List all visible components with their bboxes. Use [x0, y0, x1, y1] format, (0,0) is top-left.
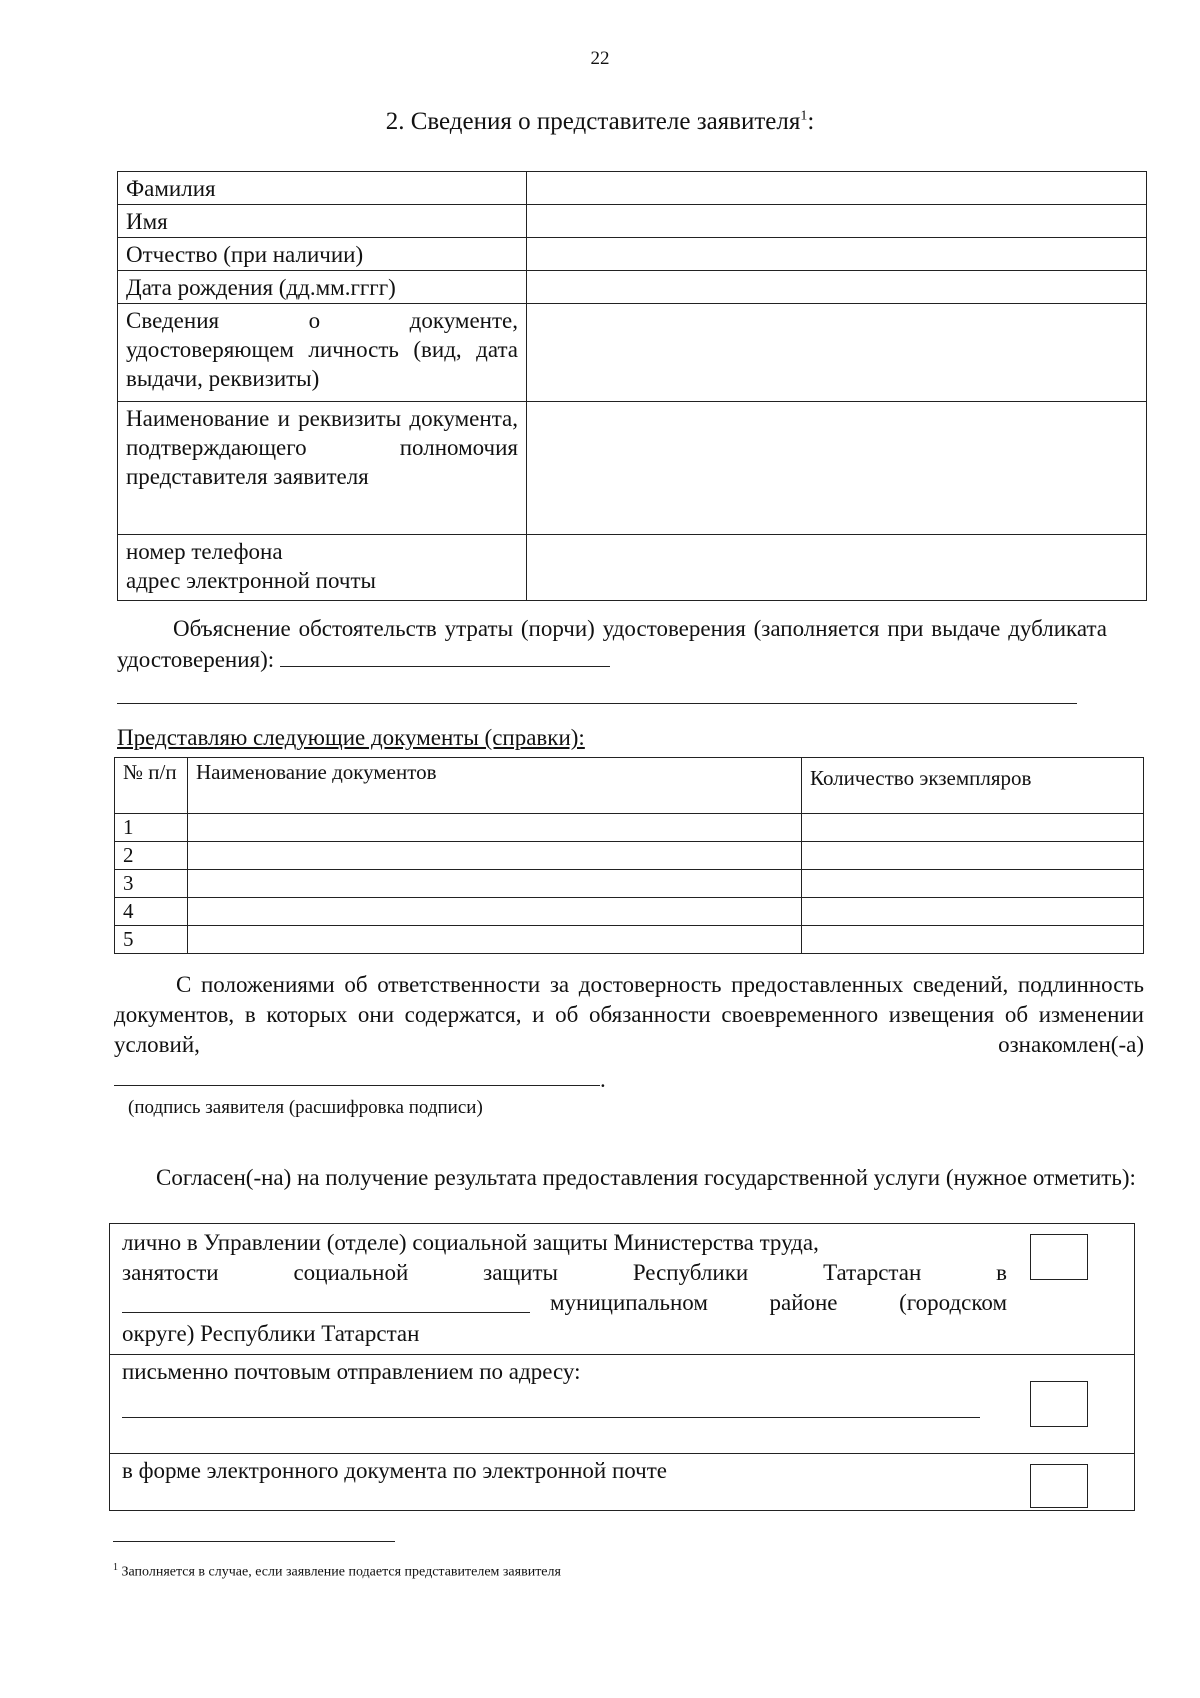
delivery-options-table	[109, 1223, 1135, 1511]
consent-block	[114, 1163, 1144, 1193]
footnote-ref: 1	[800, 108, 808, 124]
field-label-patronymic: Отчество (при наличии)	[118, 238, 527, 271]
table-row	[118, 205, 1147, 238]
option-in-person-line-2: занятости социальной защиты Республики Татарстан в	[122, 1260, 1007, 1285]
signature-line[interactable]	[114, 1085, 600, 1086]
field-value-name[interactable]	[527, 205, 1147, 238]
row-copies-count[interactable]	[802, 814, 1144, 842]
header-document-name: Наименование документов	[188, 758, 802, 814]
table-row	[115, 870, 1144, 898]
explanation-fill-line-2[interactable]	[117, 703, 1077, 704]
section-title-text: Сведения о представителе заявителя	[410, 108, 801, 135]
row-document-name[interactable]	[188, 926, 802, 954]
field-value-identity-document[interactable]	[527, 304, 1147, 402]
table-row	[115, 926, 1144, 954]
documents-title-text: Представляю следующие документы (справки):	[117, 725, 585, 750]
field-label-name: Имя	[118, 205, 527, 238]
section-title	[0, 108, 1200, 136]
documents-title	[117, 725, 585, 751]
table-row	[118, 535, 1147, 601]
option-in-person	[110, 1224, 1134, 1354]
documents-header-row	[115, 758, 1144, 814]
row-number: 4	[115, 898, 188, 926]
row-copies-count[interactable]	[802, 842, 1144, 870]
table-row	[118, 271, 1147, 304]
row-copies-count[interactable]	[802, 870, 1144, 898]
table-row	[118, 304, 1147, 402]
row-document-name[interactable]	[188, 898, 802, 926]
header-number: № п/п	[115, 758, 188, 814]
option-in-person-line-3: муниципальном районе (городском	[550, 1290, 1007, 1315]
explanation-block	[117, 614, 1107, 675]
row-number: 5	[115, 926, 188, 954]
section-number: 2.	[385, 108, 405, 135]
field-label-identity-document: Сведения о документе, удостоверяющем личность (вид, дата выдачи, реквизиты)	[118, 304, 527, 402]
row-number: 2	[115, 842, 188, 870]
footnote-mark: 1	[113, 1562, 118, 1573]
option-by-email-text: в форме электронного документа по электронной почте	[122, 1458, 667, 1483]
header-copies-count: Количество экземпляров	[802, 758, 1144, 814]
signature-caption: (подпись заявителя (расшифровка подписи)	[128, 1097, 483, 1118]
row-number: 1	[115, 814, 188, 842]
option-by-email	[110, 1453, 1134, 1510]
table-row	[115, 898, 1144, 926]
representative-table	[117, 171, 1147, 601]
table-row	[115, 842, 1144, 870]
signature-dot: .	[600, 1067, 606, 1092]
row-number: 3	[115, 870, 188, 898]
field-label-authority-document: Наименование и реквизиты документа, подтверждающего полномочия представителя заявителя	[118, 402, 527, 535]
table-row	[118, 172, 1147, 205]
table-row	[118, 402, 1147, 535]
page-number: 22	[590, 48, 610, 69]
explanation-text: Объяснение обстоятельств утраты (порчи) удостоверения (заполняется при выдаче дубликата удостоверения):	[117, 616, 1107, 672]
mail-address-fill-line[interactable]	[122, 1417, 980, 1418]
consent-text: Согласен(-на) на получение результата предоставления государственной услуги (нужное отметить):	[156, 1165, 1136, 1190]
documents-table	[114, 757, 1144, 954]
explanation-fill-line[interactable]	[280, 644, 610, 667]
row-copies-count[interactable]	[802, 898, 1144, 926]
field-label-contacts: номер телефона адрес электронной почты	[118, 535, 527, 601]
option-by-mail	[110, 1354, 1134, 1453]
field-label-birth-date: Дата рождения (дд.мм.гггг)	[118, 271, 527, 304]
option-by-mail-checkbox[interactable]	[1030, 1381, 1088, 1427]
field-value-surname[interactable]	[527, 172, 1147, 205]
responsibility-block	[114, 970, 1144, 1060]
field-value-authority-document[interactable]	[527, 402, 1147, 535]
footnote-text: Заполняется в случае, если заявление подается представителем заявителя	[121, 1564, 561, 1580]
field-value-birth-date[interactable]	[527, 271, 1147, 304]
row-document-name[interactable]	[188, 814, 802, 842]
table-row	[118, 238, 1147, 271]
table-row	[115, 814, 1144, 842]
footnote	[113, 1562, 561, 1581]
option-in-person-line-4: округе) Республики Татарстан	[122, 1321, 420, 1346]
section-colon: :	[807, 108, 815, 135]
field-value-patronymic[interactable]	[527, 238, 1147, 271]
field-value-contacts[interactable]	[527, 535, 1147, 601]
option-by-email-checkbox[interactable]	[1030, 1464, 1088, 1508]
option-in-person-line-1: лично в Управлении (отделе) социальной защиты Министерства труда,	[122, 1230, 819, 1255]
option-in-person-checkbox[interactable]	[1030, 1234, 1088, 1280]
responsibility-text: С положениями об ответственности за достоверность предоставленных сведений, подлинность документов, в которых они содержатся, и об обязанности своевременного извещения об изменении условий, ознакомлен(-а)	[114, 972, 1144, 1057]
field-label-surname: Фамилия	[118, 172, 527, 205]
municipality-fill-line[interactable]	[122, 1312, 530, 1313]
row-document-name[interactable]	[188, 842, 802, 870]
option-by-mail-text: письменно почтовым отправлением по адресу:	[122, 1359, 581, 1384]
row-document-name[interactable]	[188, 870, 802, 898]
footnote-separator	[113, 1541, 395, 1542]
row-copies-count[interactable]	[802, 926, 1144, 954]
